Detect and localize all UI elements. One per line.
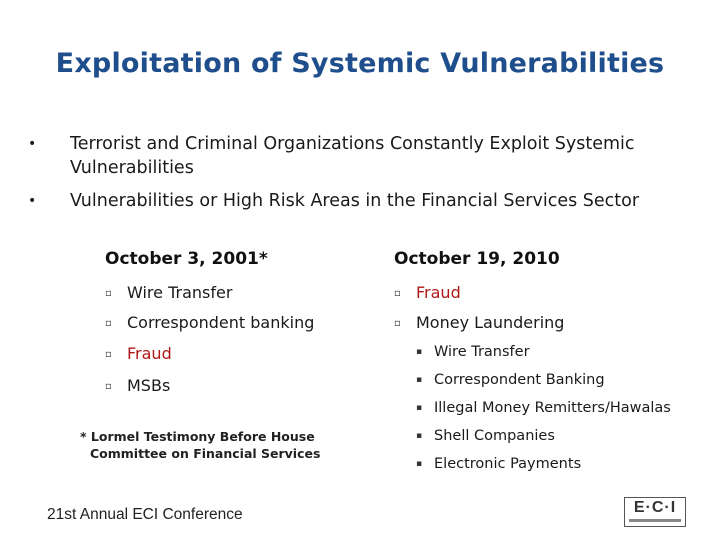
right-sub-item — [416, 399, 671, 417]
square-bullet-icon: ▫ — [394, 288, 401, 299]
right-sub-item — [416, 371, 605, 389]
small-square-bullet-icon: ▪ — [416, 375, 423, 385]
left-item-text: Wire Transfer — [127, 283, 233, 302]
bullet-text: Terrorist and Criminal Organizations Constantly Exploit Systemic — [70, 134, 635, 154]
bullet-item — [28, 132, 688, 180]
right-sub-item — [416, 455, 581, 473]
right-sub-item-text: Correspondent Banking — [434, 372, 605, 388]
bullet-text: Vulnerabilities or High Risk Areas in the Financial Services Sector — [70, 191, 640, 211]
left-item — [105, 313, 314, 334]
left-column-heading: October 3, 2001* — [105, 249, 268, 269]
right-column-heading: October 19, 2010 — [394, 249, 560, 269]
right-sub-item-text: Shell Companies — [434, 428, 555, 444]
logo-underline — [629, 519, 681, 522]
left-item — [105, 283, 232, 304]
left-item — [105, 376, 170, 397]
small-square-bullet-icon: ▪ — [416, 347, 423, 357]
square-bullet-icon: ▫ — [394, 318, 401, 329]
small-square-bullet-icon: ▪ — [416, 431, 423, 441]
left-item-text: Correspondent banking — [127, 313, 315, 332]
right-sub-item-text: Illegal Money Remitters/Hawalas — [434, 400, 671, 416]
right-sub-item — [416, 427, 555, 445]
bullet-item — [28, 189, 688, 213]
right-item-text: Money Laundering — [416, 313, 565, 332]
eci-logo-text: E·C·I — [633, 499, 677, 516]
left-item — [105, 344, 172, 365]
eci-logo — [624, 497, 686, 527]
slide-title: Exploitation of Systemic Vulnerabilities — [55, 48, 665, 79]
bullet-icon: • — [28, 136, 37, 152]
footnote — [80, 428, 330, 462]
footnote-line: * Lormel Testimony Before House — [80, 429, 315, 444]
left-item-text: MSBs — [127, 376, 171, 395]
right-sub-item-text: Electronic Payments — [434, 456, 582, 472]
bullet-text-continued: Vulnerabilities — [70, 158, 194, 178]
square-bullet-icon: ▫ — [105, 288, 112, 299]
right-sub-item-text: Wire Transfer — [434, 344, 530, 360]
square-bullet-icon: ▫ — [105, 381, 112, 392]
bullet-icon: • — [28, 193, 37, 209]
bullet-list — [28, 132, 688, 222]
small-square-bullet-icon: ▪ — [416, 459, 423, 469]
right-item-text: Fraud — [416, 283, 461, 302]
right-sub-item — [416, 343, 530, 361]
square-bullet-icon: ▫ — [105, 349, 112, 360]
right-item — [394, 313, 564, 334]
small-square-bullet-icon: ▪ — [416, 403, 423, 413]
footer-conference-name: 21st Annual ECI Conference — [47, 506, 243, 523]
footnote-line: Committee on Financial Services — [90, 446, 321, 461]
right-item — [394, 283, 461, 304]
left-item-text: Fraud — [127, 344, 172, 363]
square-bullet-icon: ▫ — [105, 318, 112, 329]
